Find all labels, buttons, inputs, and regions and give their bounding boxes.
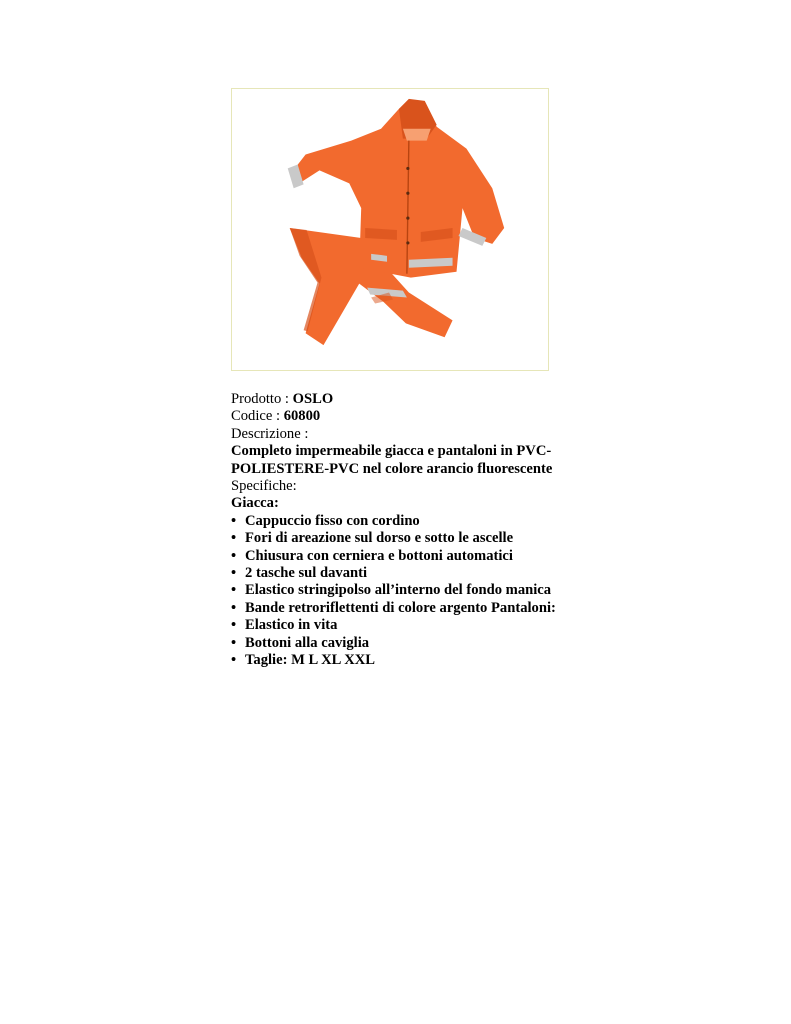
product-code-label: Codice : [231, 408, 284, 425]
product-code: 60800 [283, 408, 321, 425]
spec-text: Elastico in vita [245, 617, 338, 634]
description-text: Completo impermeabile giacca e pantaloni in PVC-POLIESTERE-PVC nel colore arancio fluorescente [231, 443, 553, 477]
bullet-icon: • [231, 634, 237, 651]
spec-item [231, 617, 571, 634]
spec-text: Cappuccio fisso con cordino [245, 512, 420, 529]
spec-text: 2 tasche sul davanti [245, 565, 368, 582]
bullet-icon: • [231, 512, 237, 529]
spec-item [231, 513, 571, 530]
spec-item [231, 652, 571, 669]
spec-text: Chiusura con cerniera e bottoni automatici [245, 547, 513, 564]
spec-item [231, 565, 571, 582]
spec-item [231, 548, 571, 565]
bullet-icon: • [231, 617, 237, 634]
product-name-label: Prodotto : [231, 391, 293, 407]
bullet-icon: • [231, 547, 237, 564]
spec-item [231, 530, 571, 547]
spec-list [231, 513, 571, 670]
product-code-line [231, 408, 571, 425]
spec-item [231, 635, 571, 652]
jacket-label: Giacca: [231, 495, 279, 512]
bullet-icon: • [231, 652, 237, 669]
product-name-line [231, 391, 571, 408]
bullet-icon: • [231, 582, 237, 599]
product-name: OSLO [292, 391, 334, 407]
product-image [231, 88, 549, 371]
spec-text: Taglie: M L XL XXL [245, 652, 376, 669]
bullet-icon: • [231, 565, 237, 582]
spec-text: Elastico stringipolso all’interno del fondo manica [245, 582, 552, 599]
bullet-icon: • [231, 599, 237, 616]
spec-text: Bottoni alla caviglia [245, 634, 370, 651]
bullet-icon: • [231, 530, 237, 547]
rain-suit-illustration [232, 89, 548, 370]
spec-text: Fori di areazione sul dorso e sotto le ascelle [245, 530, 514, 547]
spec-text: Bande retroriflettenti di colore argento Pantaloni: [245, 599, 556, 616]
specs-label: Specifiche: [231, 478, 297, 495]
description-label: Descrizione : [231, 425, 309, 442]
spec-item [231, 582, 571, 599]
spec-item [231, 600, 571, 617]
product-details [231, 391, 571, 670]
